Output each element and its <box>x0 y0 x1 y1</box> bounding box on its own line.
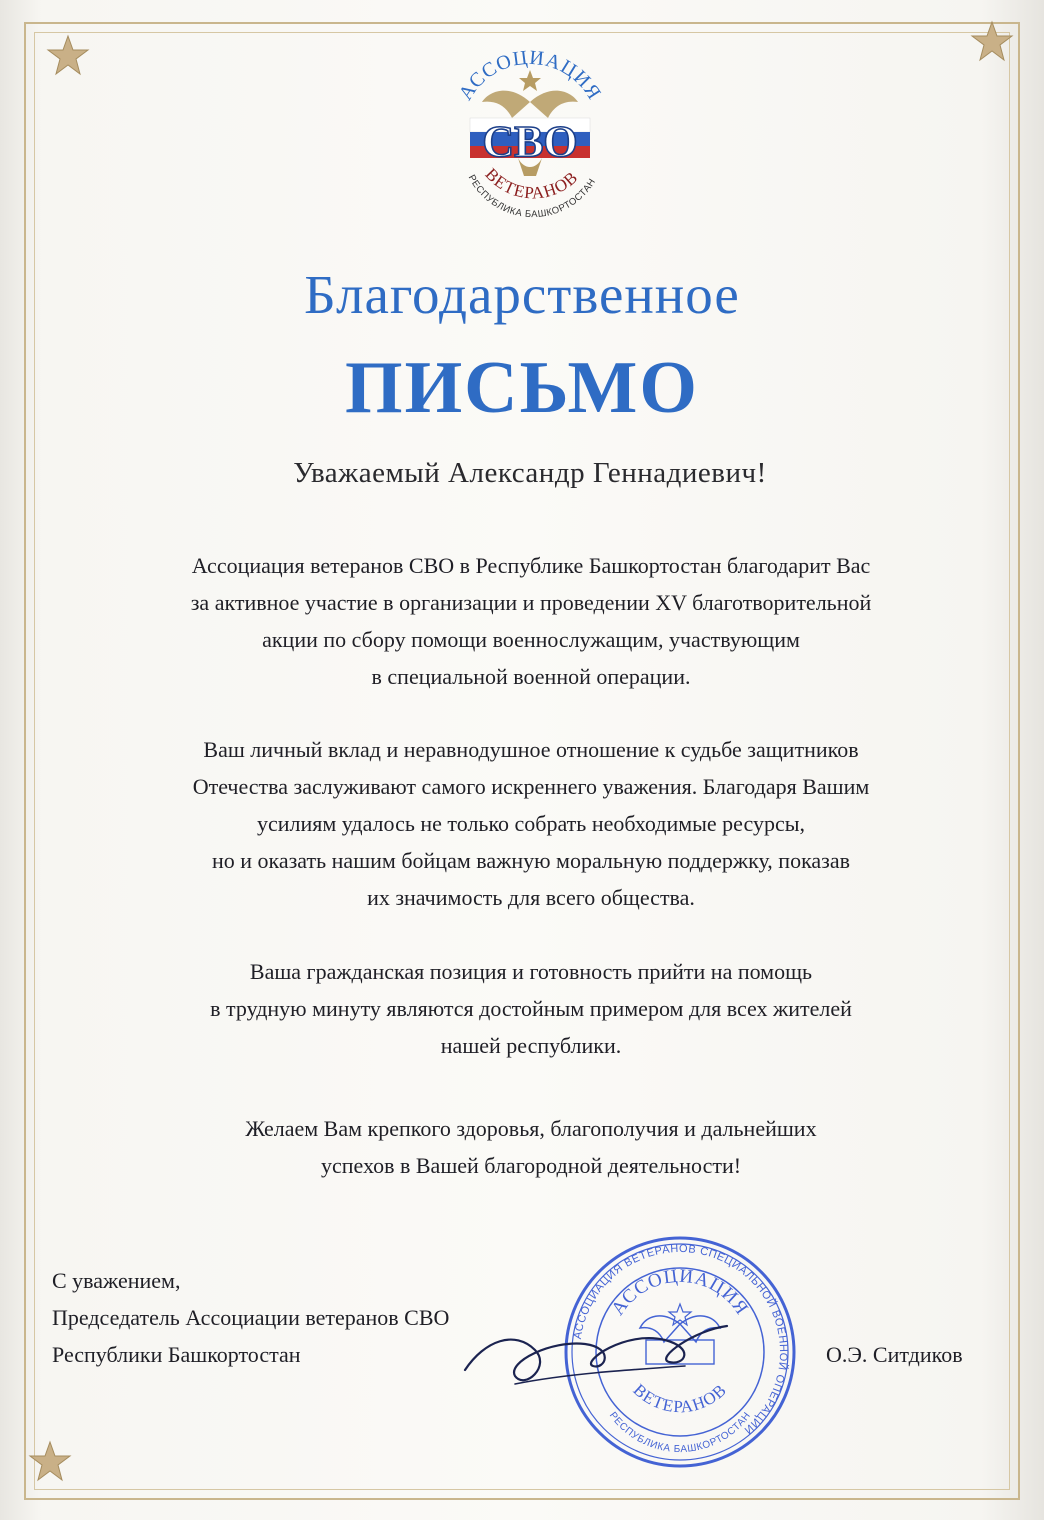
logo-ribbon-text: ВЕТЕРАНОВ <box>481 164 582 203</box>
corner-star-icon <box>970 20 1014 64</box>
paragraph-line: в трудную минуту являются достойным примером для всех жителей <box>210 996 852 1021</box>
paragraph-4 <box>52 1110 1010 1184</box>
paragraph-line: но и оказать нашим бойцам важную моральную поддержку, показав <box>211 848 851 873</box>
stamp-outer-text: АССОЦИАЦИЯ ВЕТЕРАНОВ СПЕЦИАЛЬНОЙ ВОЕННОЙ ОПЕРАЦИИ <box>571 1242 790 1437</box>
closing-phrase: С уважением, <box>52 1268 181 1293</box>
logo-arc-top: АССОЦИАЦИЯ <box>454 46 606 105</box>
paragraph-line: усилиям удалось не только собрать необходимые ресурсы, <box>256 811 806 836</box>
paragraph-line: акции по сбору помощи военнослужащим, участвующим <box>262 627 800 652</box>
logo-region-text: РЕСПУБЛИКА БАШКОРТОСТАН <box>465 173 599 220</box>
svg-text:РЕСПУБЛИКА БАШКОРТОСТАН <box>607 1410 753 1455</box>
paragraph-line: Ваша гражданская позиция и готовность прийти на помощь <box>249 959 813 984</box>
paragraph-line: Отечества заслуживают самого искреннего уважения. Благодаря Вашим <box>192 774 870 799</box>
greeting: Уважаемый Александр Геннадиевич! <box>293 457 767 489</box>
title-line-1: Благодарственное <box>304 264 740 325</box>
paragraph-line: за активное участие в организации и проведении XV благотворительной <box>190 590 872 615</box>
paragraph-3 <box>52 953 1010 1064</box>
paragraph-1 <box>52 547 1010 695</box>
corner-star-icon <box>46 34 90 78</box>
stamp-region-text: РЕСПУБЛИКА БАШКОРТОСТАН <box>606 1410 754 1456</box>
paragraph-line: Ассоциация ветеранов СВО в Республике Башкортостан благодарит Вас <box>191 553 871 578</box>
corner-star-icon <box>28 1440 72 1484</box>
stamp-center-bottom: ВЕТЕРАНОВ <box>629 1380 731 1417</box>
logo-center-text: СВО <box>482 117 578 166</box>
paragraph-line: Ваш личный вклад и неравнодушное отношение к судьбе защитников <box>203 737 859 762</box>
paragraph-line: Желаем Вам крепкого здоровья, благополучия и дальнейших <box>245 1116 817 1141</box>
handwritten-signature <box>455 1300 735 1410</box>
association-logo <box>440 40 620 220</box>
paragraph-line: успехов в Вашей благородной деятельности! <box>320 1153 742 1178</box>
paragraph-2 <box>52 731 1010 916</box>
paragraph-line: в специальной военной операции. <box>371 664 691 689</box>
paragraph-line: нашей республики. <box>440 1033 622 1058</box>
signer-name: О.Э. Ситдиков <box>826 1342 963 1367</box>
signer-organization: Республики Башкортостан <box>52 1342 301 1367</box>
paragraph-line: их значимость для всего общества. <box>367 885 695 910</box>
signer-position: Председатель Ассоциации ветеранов СВО <box>52 1305 450 1330</box>
title-line-2: ПИСЬМО <box>345 347 699 429</box>
stamp-center-top: АССОЦИАЦИЯ <box>607 1265 753 1320</box>
